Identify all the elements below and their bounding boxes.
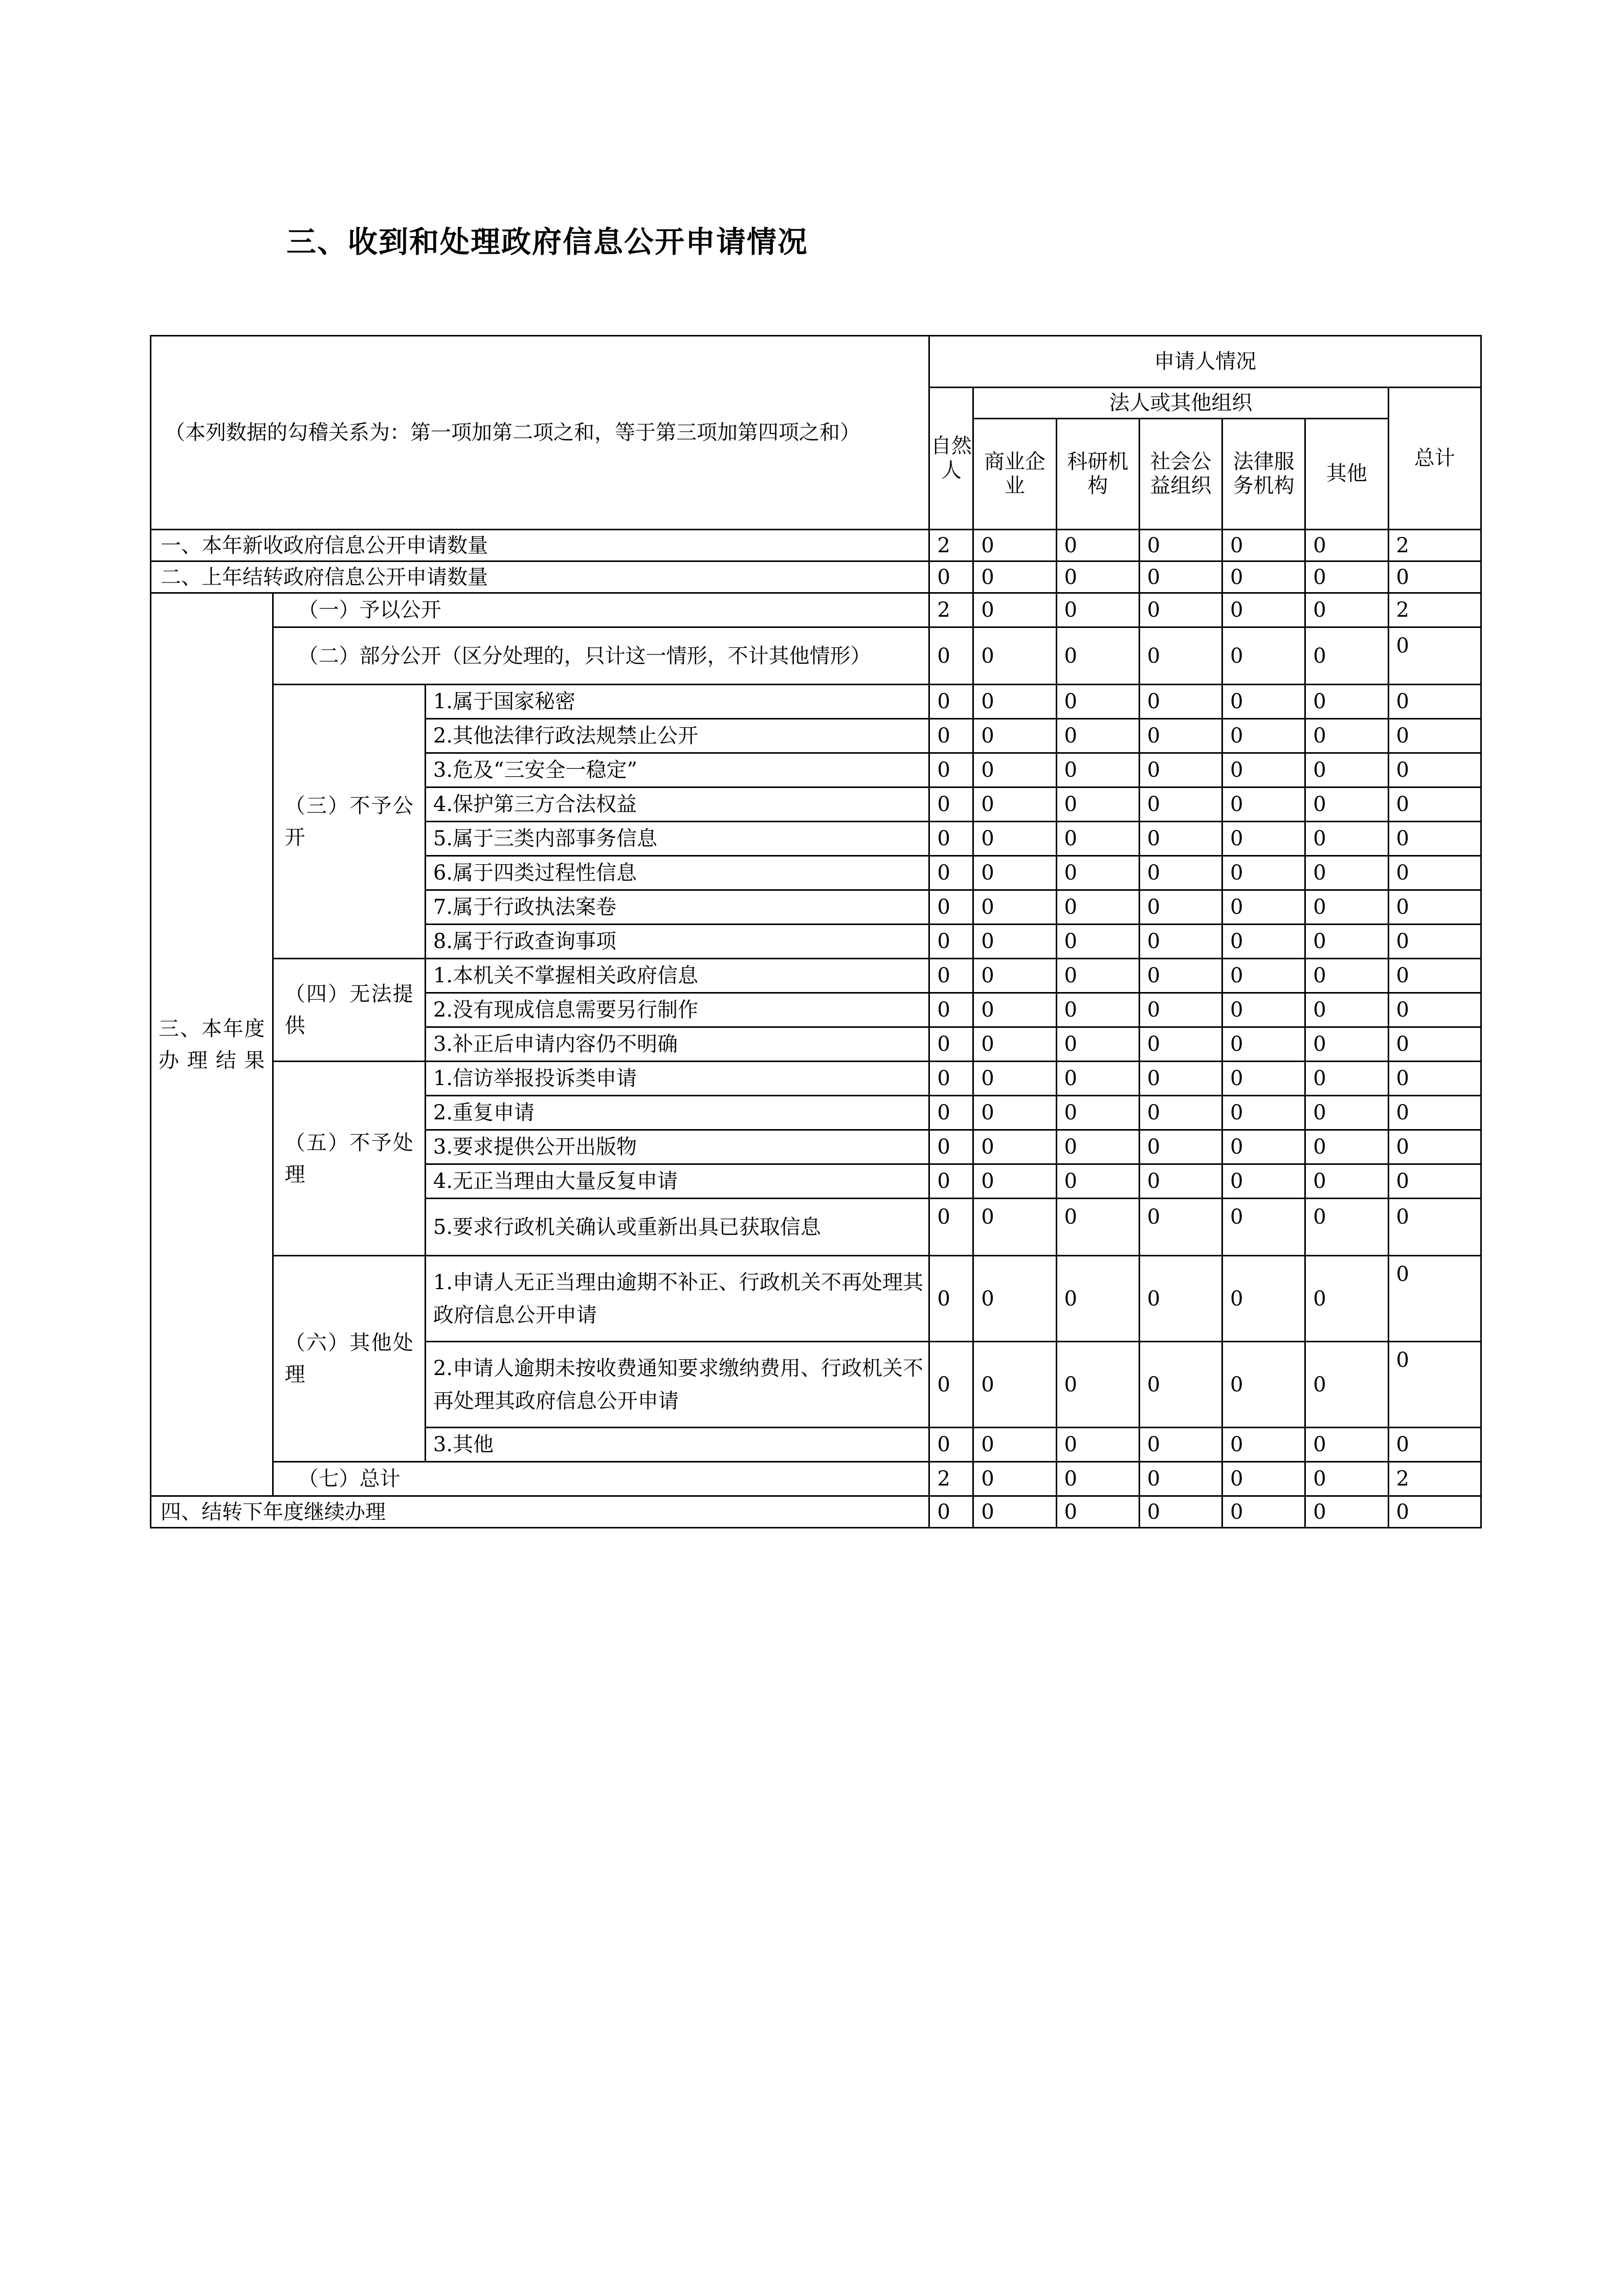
section-label-year-result: 三、本年度办理结果 xyxy=(151,593,273,1496)
row-label: 二、上年结转政府信息公开申请数量 xyxy=(151,561,929,593)
cell-total: 0 xyxy=(1388,753,1481,787)
cell-research-institution: 0 xyxy=(1056,593,1139,627)
cell-natural-person: 0 xyxy=(929,719,973,753)
cell-natural-person: 0 xyxy=(929,993,973,1027)
cell-social-welfare-org: 0 xyxy=(1139,719,1222,753)
cell-legal-service-org: 0 xyxy=(1222,1428,1305,1462)
cell-commercial-enterprise: 0 xyxy=(973,1130,1056,1164)
cell-commercial-enterprise: 0 xyxy=(973,1342,1056,1428)
cell-social-welfare-org: 0 xyxy=(1139,925,1222,959)
row-label: 1.申请人无正当理由逾期不补正、行政机关不再处理其政府信息公开申请 xyxy=(425,1256,929,1342)
cell-other: 0 xyxy=(1305,1130,1388,1164)
cell-total: 0 xyxy=(1388,1342,1481,1428)
cell-research-institution: 0 xyxy=(1056,1256,1139,1342)
row-label: 2.重复申请 xyxy=(425,1096,929,1130)
cell-legal-service-org: 0 xyxy=(1222,1130,1305,1164)
row-label: 1.属于国家秘密 xyxy=(425,685,929,719)
report-table-wrapper xyxy=(150,335,1482,1528)
cell-total: 0 xyxy=(1388,1428,1481,1462)
cell-legal-service-org: 0 xyxy=(1222,856,1305,890)
cell-legal-service-org: 0 xyxy=(1222,753,1305,787)
cell-legal-service-org: 0 xyxy=(1222,1062,1305,1096)
cell-research-institution: 0 xyxy=(1056,1130,1139,1164)
table-row xyxy=(151,593,1481,627)
cell-social-welfare-org: 0 xyxy=(1139,1256,1222,1342)
header-col-legal-service-org: 法律服务机构 xyxy=(1222,419,1305,530)
cell-social-welfare-org: 0 xyxy=(1139,685,1222,719)
cell-research-institution: 0 xyxy=(1056,1462,1139,1496)
cell-natural-person: 0 xyxy=(929,1342,973,1428)
cell-commercial-enterprise: 0 xyxy=(973,993,1056,1027)
cell-legal-service-org: 0 xyxy=(1222,1462,1305,1496)
cell-research-institution: 0 xyxy=(1056,1342,1139,1428)
cell-commercial-enterprise: 0 xyxy=(973,822,1056,856)
cell-commercial-enterprise: 0 xyxy=(973,719,1056,753)
cell-natural-person: 0 xyxy=(929,959,973,993)
cell-natural-person: 0 xyxy=(929,890,973,925)
cell-other: 0 xyxy=(1305,1199,1388,1256)
table-row xyxy=(151,1062,1481,1096)
cell-total: 0 xyxy=(1388,685,1481,719)
cell-legal-service-org: 0 xyxy=(1222,890,1305,925)
cell-commercial-enterprise: 0 xyxy=(973,1462,1056,1496)
cell-research-institution: 0 xyxy=(1056,787,1139,822)
cell-total: 0 xyxy=(1388,1496,1481,1528)
cell-legal-service-org: 0 xyxy=(1222,1027,1305,1062)
cell-other: 0 xyxy=(1305,925,1388,959)
cell-natural-person: 2 xyxy=(929,593,973,627)
cell-research-institution: 0 xyxy=(1056,1062,1139,1096)
header-note-cell: （本列数据的勾稽关系为：第一项加第二项之和，等于第三项加第四项之和） xyxy=(151,336,929,530)
cell-total: 0 xyxy=(1388,822,1481,856)
row-label: 1.本机关不掌握相关政府信息 xyxy=(425,959,929,993)
cell-social-welfare-org: 0 xyxy=(1139,890,1222,925)
cell-other: 0 xyxy=(1305,1256,1388,1342)
cell-commercial-enterprise: 0 xyxy=(973,530,1056,561)
cell-research-institution: 0 xyxy=(1056,1428,1139,1462)
row-label: 3.危及“三安全一稳定” xyxy=(425,753,929,787)
cell-commercial-enterprise: 0 xyxy=(973,1027,1056,1062)
header-col-commercial-enterprise: 商业企业 xyxy=(973,419,1056,530)
cell-social-welfare-org: 0 xyxy=(1139,1062,1222,1096)
cell-research-institution: 0 xyxy=(1056,627,1139,685)
cell-commercial-enterprise: 0 xyxy=(973,890,1056,925)
cell-natural-person: 0 xyxy=(929,925,973,959)
cell-research-institution: 0 xyxy=(1056,1027,1139,1062)
cell-legal-service-org: 0 xyxy=(1222,822,1305,856)
page-title: 三、收到和处理政府信息公开申请情况 xyxy=(286,224,809,259)
header-col-research-institution: 科研机构 xyxy=(1056,419,1139,530)
cell-commercial-enterprise: 0 xyxy=(973,959,1056,993)
cell-social-welfare-org: 0 xyxy=(1139,1496,1222,1528)
cell-other: 0 xyxy=(1305,1496,1388,1528)
cell-legal-service-org: 0 xyxy=(1222,993,1305,1027)
table-header-row-1 xyxy=(151,336,1481,388)
cell-social-welfare-org: 0 xyxy=(1139,561,1222,593)
cell-total: 0 xyxy=(1388,1027,1481,1062)
cell-commercial-enterprise: 0 xyxy=(973,787,1056,822)
cell-research-institution: 0 xyxy=(1056,856,1139,890)
cell-legal-service-org: 0 xyxy=(1222,959,1305,993)
cell-natural-person: 2 xyxy=(929,530,973,561)
cell-legal-service-org: 0 xyxy=(1222,627,1305,685)
table-row xyxy=(151,1256,1481,1342)
row-label: 1.信访举报投诉类申请 xyxy=(425,1062,929,1096)
cell-social-welfare-org: 0 xyxy=(1139,1027,1222,1062)
cell-natural-person: 0 xyxy=(929,1027,973,1062)
row-label: 4.保护第三方合法权益 xyxy=(425,787,929,822)
cell-commercial-enterprise: 0 xyxy=(973,561,1056,593)
cell-research-institution: 0 xyxy=(1056,753,1139,787)
cell-social-welfare-org: 0 xyxy=(1139,530,1222,561)
row-label: 3.要求提供公开出版物 xyxy=(425,1130,929,1164)
cell-social-welfare-org: 0 xyxy=(1139,1342,1222,1428)
cell-commercial-enterprise: 0 xyxy=(973,1199,1056,1256)
cell-natural-person: 0 xyxy=(929,561,973,593)
cell-other: 0 xyxy=(1305,753,1388,787)
cell-research-institution: 0 xyxy=(1056,1496,1139,1528)
cell-legal-service-org: 0 xyxy=(1222,593,1305,627)
cell-social-welfare-org: 0 xyxy=(1139,627,1222,685)
cell-legal-service-org: 0 xyxy=(1222,1342,1305,1428)
cell-research-institution: 0 xyxy=(1056,561,1139,593)
cell-natural-person: 0 xyxy=(929,753,973,787)
cell-commercial-enterprise: 0 xyxy=(973,753,1056,787)
cell-natural-person: 0 xyxy=(929,1256,973,1342)
cell-other: 0 xyxy=(1305,1164,1388,1199)
cell-commercial-enterprise: 0 xyxy=(973,1096,1056,1130)
cell-total: 2 xyxy=(1388,530,1481,561)
cell-other: 0 xyxy=(1305,1027,1388,1062)
cell-social-welfare-org: 0 xyxy=(1139,787,1222,822)
cell-other: 0 xyxy=(1305,1062,1388,1096)
cell-total: 0 xyxy=(1388,787,1481,822)
cell-research-institution: 0 xyxy=(1056,993,1139,1027)
cell-commercial-enterprise: 0 xyxy=(973,925,1056,959)
table-row xyxy=(151,1496,1481,1528)
cell-other: 0 xyxy=(1305,856,1388,890)
cell-research-institution: 0 xyxy=(1056,890,1139,925)
cell-commercial-enterprise: 0 xyxy=(973,1062,1056,1096)
section-label-cannot-provide: （四）无法提供 xyxy=(273,959,425,1062)
cell-research-institution: 0 xyxy=(1056,925,1139,959)
cell-research-institution: 0 xyxy=(1056,530,1139,561)
cell-social-welfare-org: 0 xyxy=(1139,1096,1222,1130)
header-col-natural-person: 自然人 xyxy=(929,388,973,530)
cell-total: 0 xyxy=(1388,1164,1481,1199)
section-label-not-process: （五）不予处理 xyxy=(273,1062,425,1256)
cell-total: 0 xyxy=(1388,993,1481,1027)
table-row xyxy=(151,627,1481,685)
cell-natural-person: 0 xyxy=(929,1062,973,1096)
cell-other: 0 xyxy=(1305,993,1388,1027)
cell-natural-person: 0 xyxy=(929,1199,973,1256)
cell-research-institution: 0 xyxy=(1056,1096,1139,1130)
cell-natural-person: 0 xyxy=(929,1096,973,1130)
cell-other: 0 xyxy=(1305,890,1388,925)
cell-research-institution: 0 xyxy=(1056,1199,1139,1256)
cell-legal-service-org: 0 xyxy=(1222,530,1305,561)
table-row xyxy=(151,1462,1481,1496)
row-label: 3.其他 xyxy=(425,1428,929,1462)
cell-other: 0 xyxy=(1305,530,1388,561)
cell-other: 0 xyxy=(1305,685,1388,719)
header-legal-person-group: 法人或其他组织 xyxy=(973,388,1388,419)
cell-commercial-enterprise: 0 xyxy=(973,856,1056,890)
cell-commercial-enterprise: 0 xyxy=(973,627,1056,685)
cell-research-institution: 0 xyxy=(1056,719,1139,753)
table-row xyxy=(151,530,1481,561)
cell-commercial-enterprise: 0 xyxy=(973,593,1056,627)
cell-natural-person: 0 xyxy=(929,1130,973,1164)
cell-legal-service-org: 0 xyxy=(1222,1496,1305,1528)
row-label: （一）予以公开 xyxy=(273,593,929,627)
cell-total: 0 xyxy=(1388,719,1481,753)
cell-commercial-enterprise: 0 xyxy=(973,1496,1056,1528)
cell-other: 0 xyxy=(1305,787,1388,822)
cell-natural-person: 0 xyxy=(929,1428,973,1462)
cell-other: 0 xyxy=(1305,1428,1388,1462)
cell-total: 0 xyxy=(1388,1096,1481,1130)
cell-social-welfare-org: 0 xyxy=(1139,959,1222,993)
cell-social-welfare-org: 0 xyxy=(1139,822,1222,856)
cell-total: 0 xyxy=(1388,925,1481,959)
cell-other: 0 xyxy=(1305,561,1388,593)
cell-total: 0 xyxy=(1388,1062,1481,1096)
cell-commercial-enterprise: 0 xyxy=(973,1256,1056,1342)
cell-social-welfare-org: 0 xyxy=(1139,1199,1222,1256)
cell-social-welfare-org: 0 xyxy=(1139,1130,1222,1164)
cell-social-welfare-org: 0 xyxy=(1139,593,1222,627)
cell-social-welfare-org: 0 xyxy=(1139,856,1222,890)
section-label-not-disclose: （三）不予公开 xyxy=(273,685,425,959)
cell-total: 0 xyxy=(1388,627,1481,685)
row-label: 8.属于行政查询事项 xyxy=(425,925,929,959)
cell-social-welfare-org: 0 xyxy=(1139,753,1222,787)
cell-commercial-enterprise: 0 xyxy=(973,685,1056,719)
cell-legal-service-org: 0 xyxy=(1222,561,1305,593)
section-label-other-process: （六）其他处理 xyxy=(273,1256,425,1462)
cell-total: 0 xyxy=(1388,1256,1481,1342)
row-label: 4.无正当理由大量反复申请 xyxy=(425,1164,929,1199)
row-label: 一、本年新收政府信息公开申请数量 xyxy=(151,530,929,561)
cell-research-institution: 0 xyxy=(1056,1164,1139,1199)
cell-natural-person: 0 xyxy=(929,1496,973,1528)
row-label: 3.补正后申请内容仍不明确 xyxy=(425,1027,929,1062)
row-label: 2.申请人逾期未按收费通知要求缴纳费用、行政机关不再处理其政府信息公开申请 xyxy=(425,1342,929,1428)
cell-other: 0 xyxy=(1305,719,1388,753)
cell-other: 0 xyxy=(1305,627,1388,685)
header-col-social-welfare-org: 社会公益组织 xyxy=(1139,419,1222,530)
cell-total: 0 xyxy=(1388,1199,1481,1256)
cell-legal-service-org: 0 xyxy=(1222,1164,1305,1199)
cell-natural-person: 0 xyxy=(929,627,973,685)
cell-total: 0 xyxy=(1388,856,1481,890)
cell-other: 0 xyxy=(1305,1462,1388,1496)
header-col-total: 总计 xyxy=(1388,388,1481,530)
cell-commercial-enterprise: 0 xyxy=(973,1164,1056,1199)
cell-total: 2 xyxy=(1388,593,1481,627)
cell-commercial-enterprise: 0 xyxy=(973,1428,1056,1462)
cell-other: 0 xyxy=(1305,593,1388,627)
row-label: 5.要求行政机关确认或重新出具已获取信息 xyxy=(425,1199,929,1256)
cell-other: 0 xyxy=(1305,959,1388,993)
table-row xyxy=(151,685,1481,719)
row-label: 7.属于行政执法案卷 xyxy=(425,890,929,925)
header-col-other: 其他 xyxy=(1305,419,1388,530)
row-label: 四、结转下年度继续办理 xyxy=(151,1496,929,1528)
cell-natural-person: 0 xyxy=(929,685,973,719)
table-row xyxy=(151,561,1481,593)
cell-total: 0 xyxy=(1388,561,1481,593)
row-label: 5.属于三类内部事务信息 xyxy=(425,822,929,856)
cell-natural-person: 0 xyxy=(929,1164,973,1199)
government-information-disclosure-table xyxy=(150,335,1482,1528)
row-label: （二）部分公开（区分处理的，只计这一情形，不计其他情形） xyxy=(273,627,929,685)
cell-legal-service-org: 0 xyxy=(1222,685,1305,719)
cell-other: 0 xyxy=(1305,822,1388,856)
cell-other: 0 xyxy=(1305,1096,1388,1130)
cell-legal-service-org: 0 xyxy=(1222,1096,1305,1130)
cell-total: 2 xyxy=(1388,1462,1481,1496)
cell-natural-person: 0 xyxy=(929,822,973,856)
row-label: 2.其他法律行政法规禁止公开 xyxy=(425,719,929,753)
header-applicant-group: 申请人情况 xyxy=(929,336,1481,388)
cell-total: 0 xyxy=(1388,959,1481,993)
row-label: 6.属于四类过程性信息 xyxy=(425,856,929,890)
cell-legal-service-org: 0 xyxy=(1222,787,1305,822)
cell-social-welfare-org: 0 xyxy=(1139,1164,1222,1199)
cell-social-welfare-org: 0 xyxy=(1139,1462,1222,1496)
cell-total: 0 xyxy=(1388,1130,1481,1164)
cell-other: 0 xyxy=(1305,1342,1388,1428)
cell-social-welfare-org: 0 xyxy=(1139,1428,1222,1462)
cell-legal-service-org: 0 xyxy=(1222,719,1305,753)
cell-research-institution: 0 xyxy=(1056,685,1139,719)
cell-legal-service-org: 0 xyxy=(1222,1199,1305,1256)
table-row xyxy=(151,959,1481,993)
cell-legal-service-org: 0 xyxy=(1222,1256,1305,1342)
cell-social-welfare-org: 0 xyxy=(1139,993,1222,1027)
cell-natural-person: 2 xyxy=(929,1462,973,1496)
cell-research-institution: 0 xyxy=(1056,959,1139,993)
cell-total: 0 xyxy=(1388,890,1481,925)
cell-natural-person: 0 xyxy=(929,787,973,822)
cell-natural-person: 0 xyxy=(929,856,973,890)
cell-research-institution: 0 xyxy=(1056,822,1139,856)
cell-legal-service-org: 0 xyxy=(1222,925,1305,959)
row-label: 2.没有现成信息需要另行制作 xyxy=(425,993,929,1027)
row-label: （七）总计 xyxy=(273,1462,929,1496)
